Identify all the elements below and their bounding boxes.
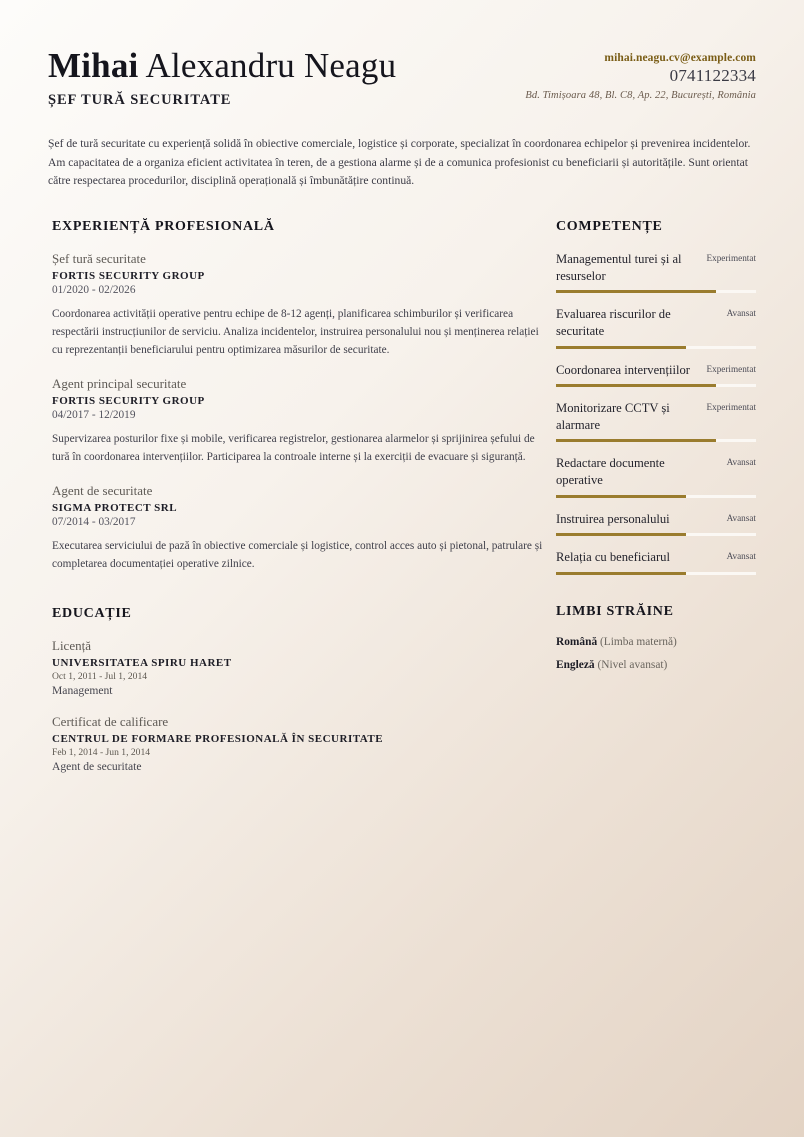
entry-job-title: Agent principal securitate [52,376,187,392]
experience-entry [48,251,548,359]
section-spacer [556,588,756,604]
skill-row [556,306,756,339]
first-name: Mihai [48,46,139,85]
skills-list [556,251,756,575]
entry-description: Coordonarea activității operative pentru echipe de 8-12 agenți, planificarea schimburilor și verificarea respectării instrucțiunilor de serviciu. Analiza incidentelor, instruirea personalului nou și menținerea relației cu reprezentanții beneficiarului pentru optimizarea măsurilor de securitate. [52,307,539,357]
experience-entry [48,483,548,573]
entry-organization: FORTIS SECURITY GROUP [52,395,205,408]
full-name [48,48,396,85]
contact-email[interactable]: mihai.neagu.cv@example.com [604,52,756,64]
skill-level-label: Experimentat [706,402,756,413]
entry-degree: Certificat de calificare [52,714,169,730]
skill-name: Managementul turei și al resurselor [556,252,682,283]
languages-list [556,636,756,671]
skill-progress-bar [556,495,756,498]
entry-dates: 04/2017 - 12/2019 [52,409,136,422]
skill-progress-bar [556,346,756,349]
headline-job-title: ȘEF TURĂ SECURITATE [48,91,232,108]
skill-item [556,251,756,293]
skill-row [556,549,756,566]
skill-level-label: Avansat [726,457,756,468]
entry-field-of-study: Management [52,684,113,698]
skills-heading: COMPETENȚE [556,219,663,235]
skill-level-label: Experimentat [706,363,756,374]
body-columns [48,219,756,790]
skill-progress-bar [556,533,756,536]
language-name: Română [556,635,598,648]
education-entry [48,714,548,773]
skill-row [556,511,756,528]
skill-progress-fill [556,384,716,387]
entry-institution: CENTRUL DE FORMARE PROFESIONALĂ ÎN SECURITATE [52,732,384,745]
skill-name: Evaluarea riscurilor de securitate [556,307,671,338]
education-section [48,606,548,773]
language-level: (Limba maternă) [597,635,677,648]
language-item [556,636,756,648]
skill-name: Coordonarea intervențiilor [556,362,690,377]
entry-dates: Feb 1, 2014 - Jun 1, 2014 [52,746,151,758]
resume-header [48,46,756,109]
skill-level-label: Experimentat [706,253,756,264]
languages-heading: LIMBI STRĂINE [556,603,674,619]
contact-phone[interactable]: 0741122334 [669,66,756,85]
entry-dates: 07/2014 - 03/2017 [52,516,136,529]
skill-progress-fill [556,533,686,536]
skill-item [556,306,756,348]
skill-item [556,400,756,442]
education-heading: EDUCAȚIE [52,606,132,622]
education-entry [48,638,548,697]
entry-organization: SIGMA PROTECT SRL [52,502,178,515]
contact-address: Bd. Timișoara 48, Bl. C8, Ap. 22, București, România [525,90,756,101]
entry-job-title: Agent de securitate [52,483,153,499]
entry-description: Executarea serviciului de pază în obiective comerciale și logistice, control acces auto și pietonal, patrulare și completarea documentației operative zilnice. [52,540,543,571]
last-name: Alexandru Neagu [145,46,397,85]
skill-item [556,455,756,497]
skill-item [556,549,756,575]
entry-job-title: Șef tură securitate [52,251,146,267]
skill-name: Monitorizare CCTV și alarmare [556,401,670,432]
skill-progress-bar [556,439,756,442]
skill-row [556,400,756,433]
entry-description: Supervizarea posturilor fixe și mobile, verificarea registrelor, gestionarea alarmelor și sprijinirea șefului de tură în coordonarea intervențiilor. Participarea la controale interne și la exerciții de evacuare și siguranță. [52,433,535,464]
skill-progress-fill [556,572,686,575]
skill-row [556,455,756,488]
skill-progress-fill [556,439,716,442]
skill-level-label: Avansat [726,512,756,523]
experience-entry [48,376,548,466]
skill-row [556,251,756,284]
skill-progress-fill [556,346,686,349]
skill-progress-bar [556,384,756,387]
experience-section [48,219,548,573]
languages-section [556,604,756,671]
skill-level-label: Avansat [726,308,756,319]
skill-level-label: Avansat [726,551,756,562]
skill-row [556,362,756,379]
professional-summary: Șef de tură securitate cu experiență solidă în obiective comerciale, logistice și corporate, specializat în coordonarea echipelor și prevenirea incidentelor. Am capacitatea de a organiza eficient activitatea în teren, de a gestiona alarme și de a comunica profesionist cu beneficiarii și autoritățile. Sunt orientat către respectarea procedurilor, disciplină operațională și îmbunătățire continuă. [48,136,751,188]
skill-name: Redactare documente operative [556,456,665,487]
language-level: (Nivel avansat) [594,658,668,671]
experience-heading: EXPERIENȚĂ PROFESIONALĂ [52,219,275,235]
side-column [556,219,756,682]
identity-block [48,46,396,109]
language-name: Engleză [556,658,595,671]
entry-dates: 01/2020 - 02/2026 [52,283,136,296]
skill-item [556,362,756,388]
skill-progress-bar [556,572,756,575]
skill-name: Instruirea personalului [556,511,670,526]
entry-institution: UNIVERSITATEA SPIRU HARET [52,657,232,670]
skill-progress-fill [556,290,716,293]
skill-item [556,511,756,537]
contact-block [525,46,756,101]
entry-organization: FORTIS SECURITY GROUP [52,269,205,282]
language-item [556,659,756,671]
skill-progress-bar [556,290,756,293]
section-spacer [48,590,548,606]
skills-section [556,219,756,575]
entry-degree: Licență [52,638,91,654]
skill-name: Relația cu beneficiarul [556,550,670,565]
skill-progress-fill [556,495,686,498]
entry-field-of-study: Agent de securitate [52,759,142,773]
entry-dates: Oct 1, 2011 - Jul 1, 2014 [52,671,148,683]
main-column [48,219,548,790]
